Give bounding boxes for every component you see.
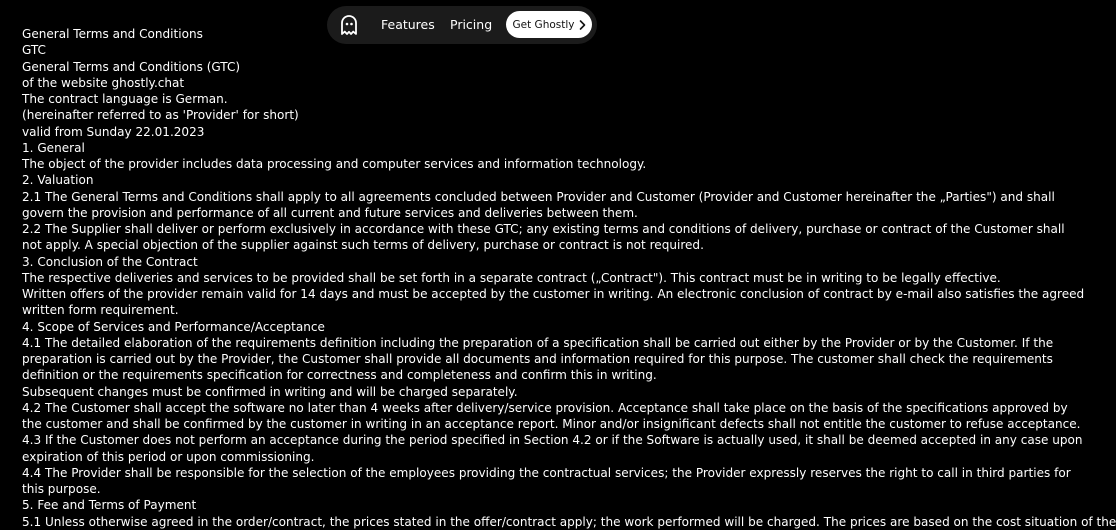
terms-text-line: preparation is carried out by the Provider, the Customer shall provide all documents and information required for this purpose. The customer shall check the requirements xyxy=(22,352,1053,366)
terms-text-line: 1. General xyxy=(22,140,85,155)
terms-text-line: valid from Sunday 22.01.2023 xyxy=(22,124,205,139)
terms-text-line: The object of the provider includes data processing and computer services and information technology. xyxy=(22,157,647,171)
terms-text-line: 2. Valuation xyxy=(22,173,94,188)
terms-text-line: The respective deliveries and services to be provided shall be set forth in a separate contract („Contract"). This contract must be in writing to be legally effective. xyxy=(22,270,1001,285)
get-ghostly-button-label: Get Ghostly xyxy=(512,18,575,31)
ghost-logo-icon[interactable] xyxy=(339,14,359,36)
terms-text-line: written form requirement. xyxy=(22,303,179,318)
terms-text-line: General Terms and Conditions xyxy=(22,27,203,41)
terms-text-line: govern the provision and performance of all current and future services and deliveries between them. xyxy=(22,205,638,220)
terms-text-line: 4.2 The Customer shall accept the software no later than 4 weeks after delivery/service provision. Acceptance shall take place on the basis of the specifications approved by xyxy=(22,400,1068,415)
terms-text-line: General Terms and Conditions (GTC) xyxy=(22,59,241,74)
terms-text-line: 3. Conclusion of the Contract xyxy=(22,254,198,269)
terms-text-line: GTC xyxy=(22,43,46,58)
terms-text-line: expiration of this period or upon commissioning. xyxy=(22,449,315,464)
terms-text-line: Subsequent changes must be confirmed in writing and will be charged separately. xyxy=(22,384,518,399)
terms-text-line: of the website ghostly.chat xyxy=(22,75,185,90)
terms-text-line: The contract language is German. xyxy=(22,92,228,106)
nav-link-pricing[interactable]: Pricing xyxy=(450,17,493,32)
terms-text-line: (hereinafter referred to as 'Provider' for short) xyxy=(22,108,299,123)
get-ghostly-button[interactable] xyxy=(506,11,592,38)
terms-text-line: not apply. A special objection of the supplier against such terms of delivery, purchase or contract is not required. xyxy=(22,238,704,253)
terms-text-line: 5. Fee and Terms of Payment xyxy=(22,498,197,513)
chevron-right-icon xyxy=(579,20,586,30)
terms-text-line: 2.2 The Supplier shall deliver or perform exclusively in accordance with these GTC; any existing terms and conditions of delivery, purchase or contract of the Customer shall xyxy=(22,222,1065,236)
ghost-logo-icon-graphic xyxy=(339,14,359,36)
terms-text-line: 4.3 If the Customer does not perform an acceptance during the period specified in Section 4.2 or if the Software is actually used, it shall be deemed accepted in any case upon xyxy=(22,433,1083,448)
nav-link-features[interactable]: Features xyxy=(381,17,435,32)
terms-text-line: 4.1 The detailed elaboration of the requirements definition including the preparation of a specification shall be carried out either by the Provider or by the Customer. If the xyxy=(22,335,1054,350)
terms-text-line: this purpose. xyxy=(22,482,101,496)
terms-text-line: 5.1 Unless otherwise agreed in the order/contract, the prices stated in the offer/contract apply; the work performed will be charged. The prices are based on the cost situation of the xyxy=(22,514,1116,529)
terms-text-line: definition or the requirements specification for correctness and completeness and confirm this in writing. xyxy=(22,368,657,383)
terms-text-line: 4.4 The Provider shall be responsible for the selection of the employees providing the contractual services; the Provider expressly reserves the right to call in third parties for xyxy=(22,465,1071,480)
terms-text-line: 4. Scope of Services and Performance/Acceptance xyxy=(22,319,325,334)
terms-text-line: the customer and shall be confirmed by the customer in writing in an acceptance report. Minor and/or insignificant defects shall not entitle the customer to refuse acceptance. xyxy=(22,417,1081,431)
terms-document xyxy=(22,26,1116,530)
terms-text-line: Written offers of the provider remain valid for 14 days and must be accepted by the customer in writing. An electronic conclusion of contract by e-mail also satisfies the agreed xyxy=(22,287,1085,301)
terms-text-line: 2.1 The General Terms and Conditions shall apply to all agreements concluded between Provider and Customer (Provider and Customer hereinafter the „Parties") and shall xyxy=(22,189,1055,204)
top-navigation-bar xyxy=(327,6,597,44)
